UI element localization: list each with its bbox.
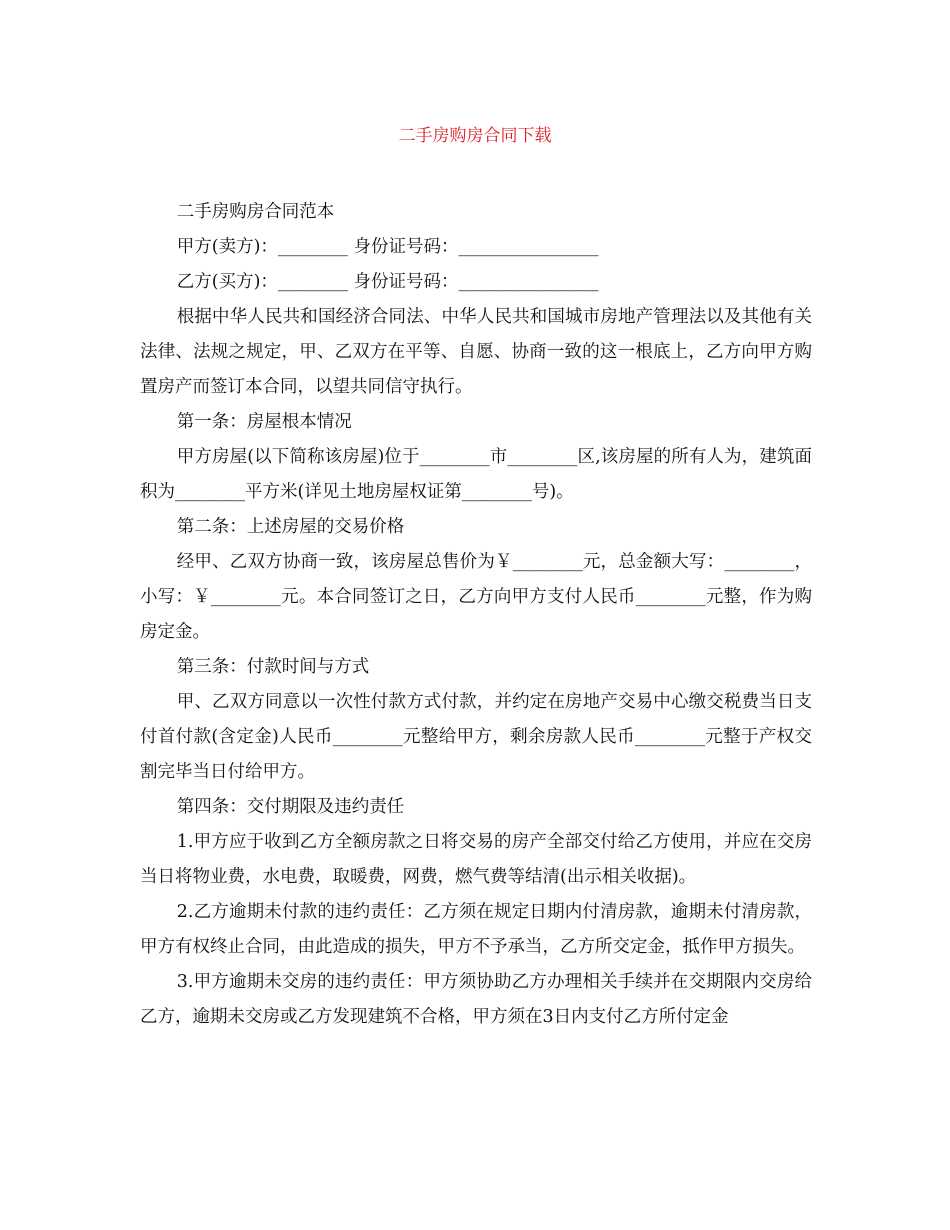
document-body — [140, 195, 812, 1035]
party-b-line: 乙方(买方)：________ 身份证号码：________________ — [176, 272, 599, 292]
article-2-heading: 第二条：上述房屋的交易价格 — [176, 517, 405, 537]
party-a-line: 甲方(卖方)：________ 身份证号码：________________ — [176, 237, 599, 257]
article-1-text: 甲方房屋(以下简称该房屋)位于________市________区,该房屋的所有人为，建筑面积为________平方米(详见土地房屋权证第________号)。 — [140, 447, 812, 502]
article-2-text: 经甲、乙双方协商一致，该房屋总售价为￥________元，总金额大写：________，小写：￥________元。本合同签订之日，乙方向甲方支付人民币________元整，作为购房定金。 — [140, 552, 812, 642]
article-3-heading: 第三条：付款时间与方式 — [176, 657, 370, 677]
article-4-clause-3: 3.甲方逾期未交房的违约责任：甲方须协助乙方办理相关手续并在交期限内交房给乙方，逾期未交房或乙方发现建筑不合格，甲方须在3日内支付乙方所付定金 — [140, 972, 812, 1027]
article-3-text: 甲、乙双方同意以一次性付款方式付款，并约定在房地产交易中心缴交税费当日支付首付款(含定金)人民币________元整给甲方，剩余房款人民币________元整于产权交割完毕当日付给甲方。 — [140, 692, 812, 782]
article-4-heading: 第四条：交付期限及违约责任 — [176, 797, 405, 817]
article-4-clause-1: 1.甲方应于收到乙方全额房款之日将交易的房产全部交付给乙方使用，并应在交房当日将物业费，水电费，取暖费，网费，燃气费等结清(出示相关收据)。 — [140, 832, 812, 887]
article-1-heading: 第一条：房屋根本情况 — [176, 412, 352, 432]
preamble-paragraph: 根据中华人民共和国经济合同法、中华人民共和国城市房地产管理法以及其他有关法律、法规之规定，甲、乙双方在平等、自愿、协商一致的这一根底上，乙方向甲方购置房产而签订本合同，以望共同信守执行。 — [140, 307, 812, 397]
contract-heading: 二手房购房合同范本 — [176, 202, 335, 222]
document-title: 二手房购房合同下载 — [398, 126, 552, 146]
article-4-clause-2: 2.乙方逾期未付款的违约责任：乙方须在规定日期内付清房款，逾期未付清房款，甲方有权终止合同，由此造成的损失，甲方不予承当，乙方所交定金，抵作甲方损失。 — [140, 902, 812, 957]
